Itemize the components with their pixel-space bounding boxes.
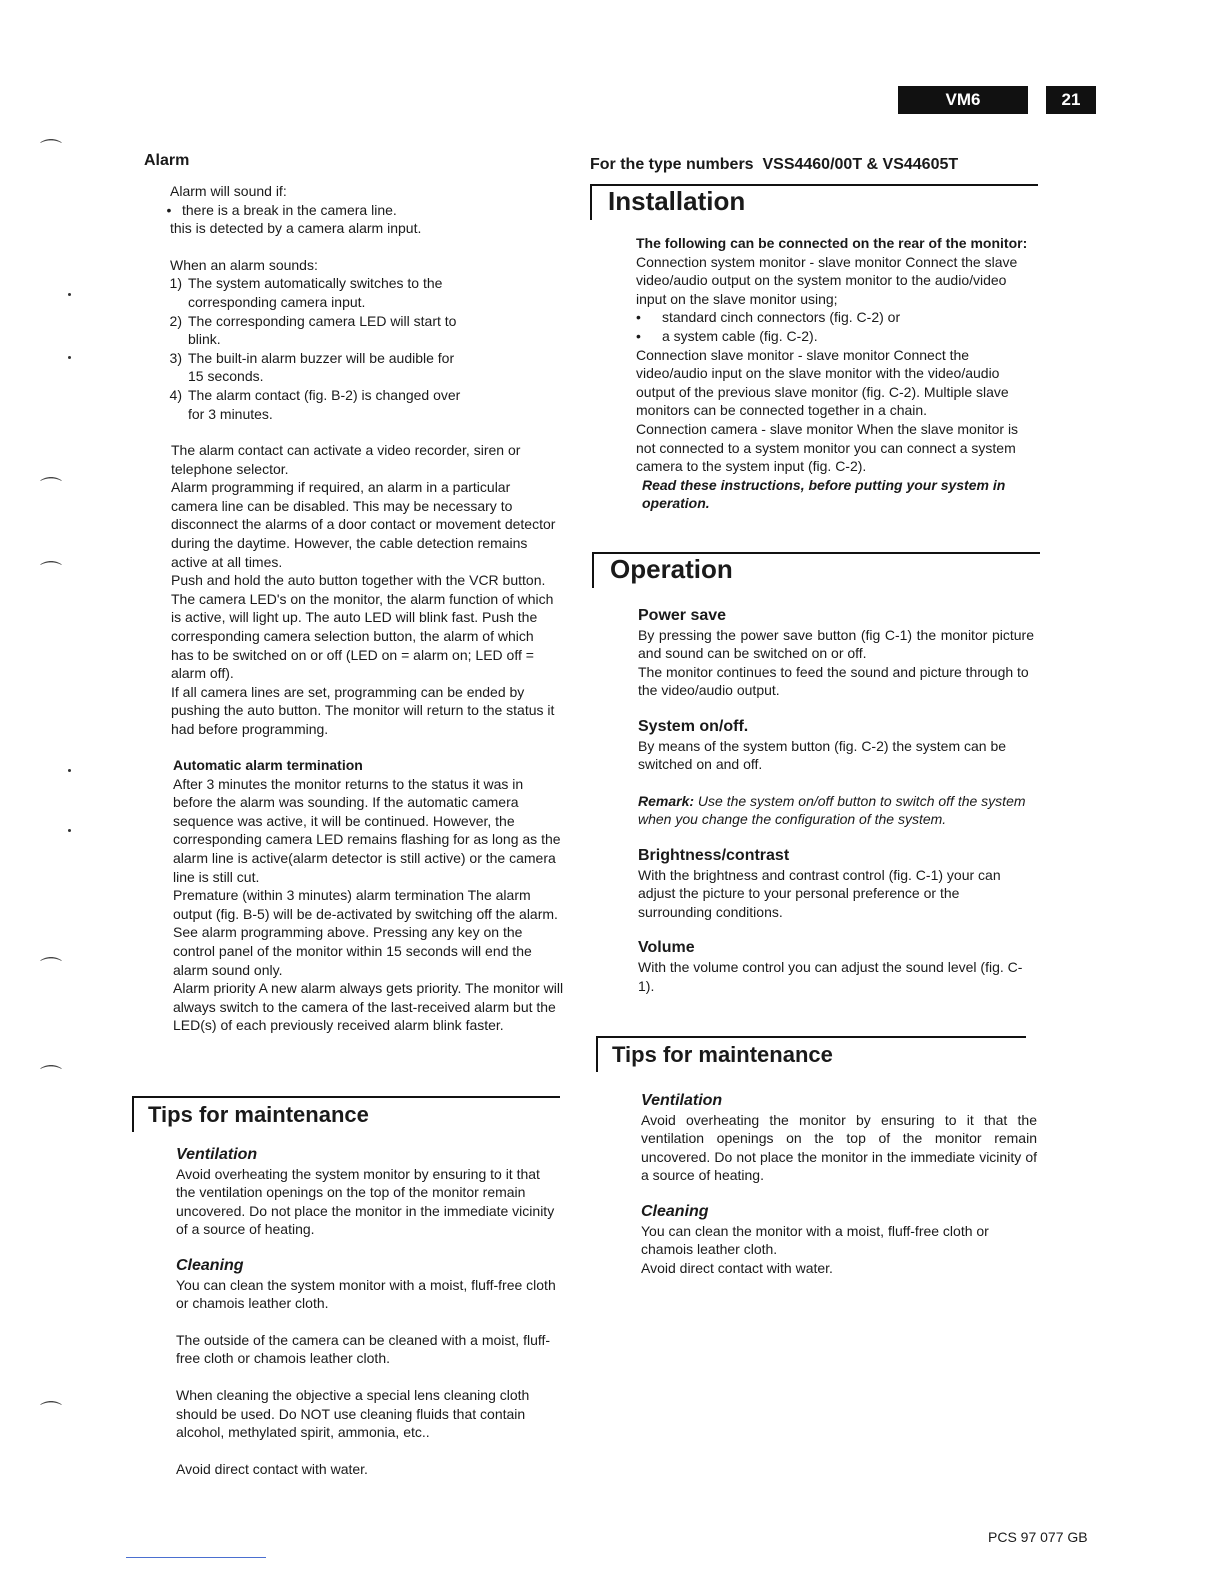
alarm-steps-list xyxy=(156,274,546,423)
when-sounds: When an alarm sounds: xyxy=(170,256,318,273)
installation-title: Installation xyxy=(608,186,746,216)
margin-hole-mark: ⌒ xyxy=(40,138,63,163)
alarm-intro: Alarm will sound if: xyxy=(170,183,287,199)
list-item: 2) The corresponding camera LED will start to blink. xyxy=(169,312,457,348)
paragraph: Avoid overheating the monitor by ensuring to it that the ventilation openings on the top of the monitor remain uncovered. Do not place the monitor in the immediate vicinity of a source of heating. xyxy=(641,1111,1037,1184)
paragraph: The alarm contact can activate a video recorder, siren or telephone selector. xyxy=(171,442,521,477)
section-bar xyxy=(132,1098,134,1132)
model-tab: VM6 xyxy=(898,86,1028,114)
list-item: 1) The system automatically switches to the corresponding camera input. xyxy=(169,275,443,310)
paragraph: Avoid direct contact with water. xyxy=(176,1460,368,1477)
list-item: 4) The alarm contact (fig. B-2) is changed over for 3 minutes. xyxy=(169,386,461,422)
bullet-icon: • xyxy=(636,327,641,344)
alarm-title: Alarm xyxy=(144,152,190,169)
auto-termination-block xyxy=(173,756,565,1035)
paragraph: With the brightness and contrast control (fig. C-1) your can adjust the picture to your personal preference or the surrounding conditions. xyxy=(638,866,1001,920)
footer-underline xyxy=(126,1557,266,1558)
installation-section-header xyxy=(590,184,1038,224)
auto-termination-title: Automatic alarm termination xyxy=(173,757,363,773)
margin-dot xyxy=(68,769,71,772)
right-vent-title: Ventilation xyxy=(641,1092,723,1109)
margin-hole-mark: ⌒ xyxy=(40,1400,63,1425)
list-item: • a system cable (fig. C-2). xyxy=(636,327,818,344)
margin-hole-mark: ⌒ xyxy=(40,1064,63,1089)
paragraph: The outside of the camera can be cleaned with a moist, fluff-free cloth or chamois leather cloth. xyxy=(176,1331,551,1367)
type-numbers-heading: For the type numbers VSS4460/00T & VS44605T xyxy=(590,156,959,173)
section-rule xyxy=(132,1096,560,1098)
power-save-title: Power save xyxy=(638,607,727,624)
remark: Remark: Use the system on/off button to switch off the system when you change the configuration of the system. xyxy=(638,792,1026,828)
paragraph: You can clean the monitor with a moist, fluff-free cloth or chamois leather cloth. xyxy=(641,1222,989,1258)
paragraph: Alarm programming if required, an alarm in a particular camera line can be disabled. This may be necessary to disconnect the alarms of a door contact or movement detector during the daytime. However, the cable detection remains active at all times. xyxy=(171,479,556,570)
section-bar xyxy=(592,554,594,588)
left-vent-title: Ventilation xyxy=(176,1146,258,1163)
paragraph: Connection system monitor - slave monitor Connect the slave video/audio output on the system monitor to the audio/video input on the slave monitor using; xyxy=(636,253,1018,307)
margin-dot xyxy=(68,293,71,296)
alarm-bullet: • there is a break in the camera line. xyxy=(156,201,546,220)
paragraph: Avoid overheating the system monitor by ensuring to it that the ventilation openings on the top of the monitor remain uncovered. Do not place the monitor in the immediate vicinity of a source of heating. xyxy=(176,1165,555,1238)
left-tips-body xyxy=(176,1146,561,1478)
paragraph: When cleaning the objective a special lens cleaning cloth should be used. Do NOT use cleaning fluids that contain alcohol, methylated spirit, ammonia, etc.. xyxy=(176,1386,530,1441)
margin-dot xyxy=(68,829,71,832)
operation-section-header xyxy=(592,552,1040,592)
left-tips-title: Tips for maintenance xyxy=(148,1102,369,1127)
right-tips-title: Tips for maintenance xyxy=(612,1042,833,1067)
paragraph: After 3 minutes the monitor returns to the status it was in before the alarm was sounding. If the automatic camera sequence was active, it will be continued. However, the corresponding camera LED remains flashing for as long as the alarm line is active(alarm detector is still active) or the camera line is still cut. xyxy=(173,775,561,885)
paragraph: By means of the system button (fig. C-2) the system can be switched on and off. xyxy=(638,737,1007,773)
operation-body xyxy=(638,607,1034,995)
margin-hole-mark: ⌒ xyxy=(40,476,63,501)
paragraph: Push and hold the auto button together with the VCR button. The camera LED's on the monitor, the alarm function of which is active, will light up. The auto LED will blink fast. Push the corresponding camera selection button, the alarm of which has to be switched on or off (LED on = alarm on; LED off = alarm off). xyxy=(171,572,554,682)
section-bar xyxy=(596,1038,598,1072)
section-rule xyxy=(596,1036,1026,1038)
section-bar xyxy=(590,186,592,220)
paragraph: If all camera lines are set, programming can be ended by pushing the auto button. The monitor will return to the status it had before programming. xyxy=(171,683,555,737)
installation-body xyxy=(636,234,1031,513)
margin-hole-mark: ⌒ xyxy=(40,956,63,981)
paragraph: You can clean the system monitor with a moist, fluff-free cloth or chamois leather cloth. xyxy=(176,1276,556,1312)
paragraph: With the volume control you can adjust the sound level (fig. C-1). xyxy=(638,958,1023,994)
installation-bold: The following can be connected on the rear of the monitor: xyxy=(636,235,1028,251)
left-tips-section-header xyxy=(132,1096,560,1136)
bullet-icon: • xyxy=(166,201,172,218)
margin-hole-mark: ⌒ xyxy=(40,560,63,585)
alarm-body xyxy=(171,441,556,739)
doc-code: PCS 97 077 GB xyxy=(988,1529,1088,1545)
installation-note: Read these instructions, before putting your system in operation. xyxy=(642,476,1006,512)
system-onoff-title: System on/off. xyxy=(638,717,749,735)
paragraph: Connection slave monitor - slave monitor Connect the video/audio input on the slave monitor with the video/audio output of the previous slave monitor (fig. C-2). Multiple slave monitors can be connected together in a chain. xyxy=(636,346,1009,419)
brightness-title: Brightness/contrast xyxy=(638,846,790,864)
right-tips-section-header xyxy=(596,1036,1026,1076)
list-item: • standard cinch connectors (fig. C-2) or xyxy=(636,309,901,326)
alarm-intro-block xyxy=(156,182,546,423)
paragraph: Connection camera - slave monitor When the slave monitor is not connected to a system monitor you can connect a system camera to the system input (fig. C-2). xyxy=(636,420,1019,475)
right-clean-title: Cleaning xyxy=(641,1202,709,1220)
alarm-bullet-cont: this is detected by a camera alarm input. xyxy=(170,220,422,237)
list-item: 3) The built-in alarm buzzer will be audible for 15 seconds. xyxy=(169,349,455,385)
operation-title: Operation xyxy=(610,554,733,584)
paragraph: The monitor continues to feed the sound and picture through to the video/audio output. xyxy=(638,663,1029,699)
page-number-tab: 21 xyxy=(1046,86,1096,114)
paragraph: By pressing the power save button (fig C-1) the monitor picture and sound can be switched on or off. xyxy=(638,626,1034,662)
margin-dot xyxy=(68,356,71,359)
paragraph: Premature (within 3 minutes) alarm termination The alarm output (fig. B-5) will be de-activated by switching off the alarm. See alarm programming above. Pressing any key on the control panel of the monitor within 15 seconds will end the alarm sound only. xyxy=(173,887,558,978)
right-tips-body xyxy=(641,1092,1037,1277)
paragraph: Avoid direct contact with water. xyxy=(641,1259,833,1276)
paragraph: Alarm priority A new alarm always gets priority. The monitor will always switch to the camera of the last-received alarm but the LED(s) of each previously received alarm blink faster. xyxy=(173,980,564,1034)
left-clean-title: Cleaning xyxy=(176,1256,244,1274)
bullet-icon: • xyxy=(636,309,641,326)
volume-title: Volume xyxy=(638,939,695,957)
